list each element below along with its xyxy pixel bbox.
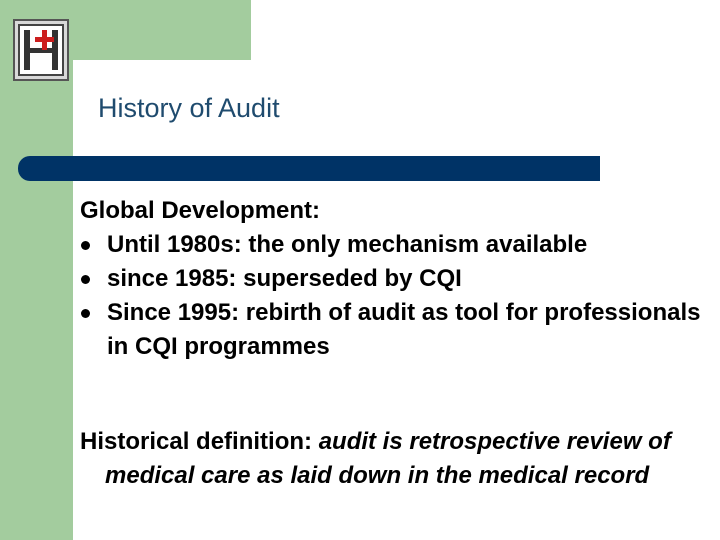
bullet-dot-icon (81, 275, 90, 284)
title-divider-bar (18, 156, 600, 181)
bullet-text: since 1985: superseded by CQI (107, 265, 462, 292)
bullet-item (80, 262, 710, 296)
hospital-h-logo-icon (12, 18, 70, 82)
slide-title: History of Audit (98, 93, 280, 123)
section-heading: Global Development: (80, 197, 321, 224)
historical-definition (80, 425, 720, 493)
bullet-text: Until 1980s: the only mechanism available (107, 231, 588, 258)
bullet-item (80, 228, 710, 262)
bullet-item (80, 296, 710, 364)
bullet-list (80, 228, 710, 364)
bullet-dot-icon (81, 309, 90, 318)
bullet-dot-icon (81, 241, 90, 250)
definition-text: audit is retrospective review of medical care as laid down in the medical record (105, 428, 671, 489)
bullet-text: Since 1995: rebirth of audit as tool for professionals in CQI programmes (107, 299, 701, 360)
global-development-section (80, 194, 710, 364)
definition-label: Historical definition: (80, 428, 319, 455)
